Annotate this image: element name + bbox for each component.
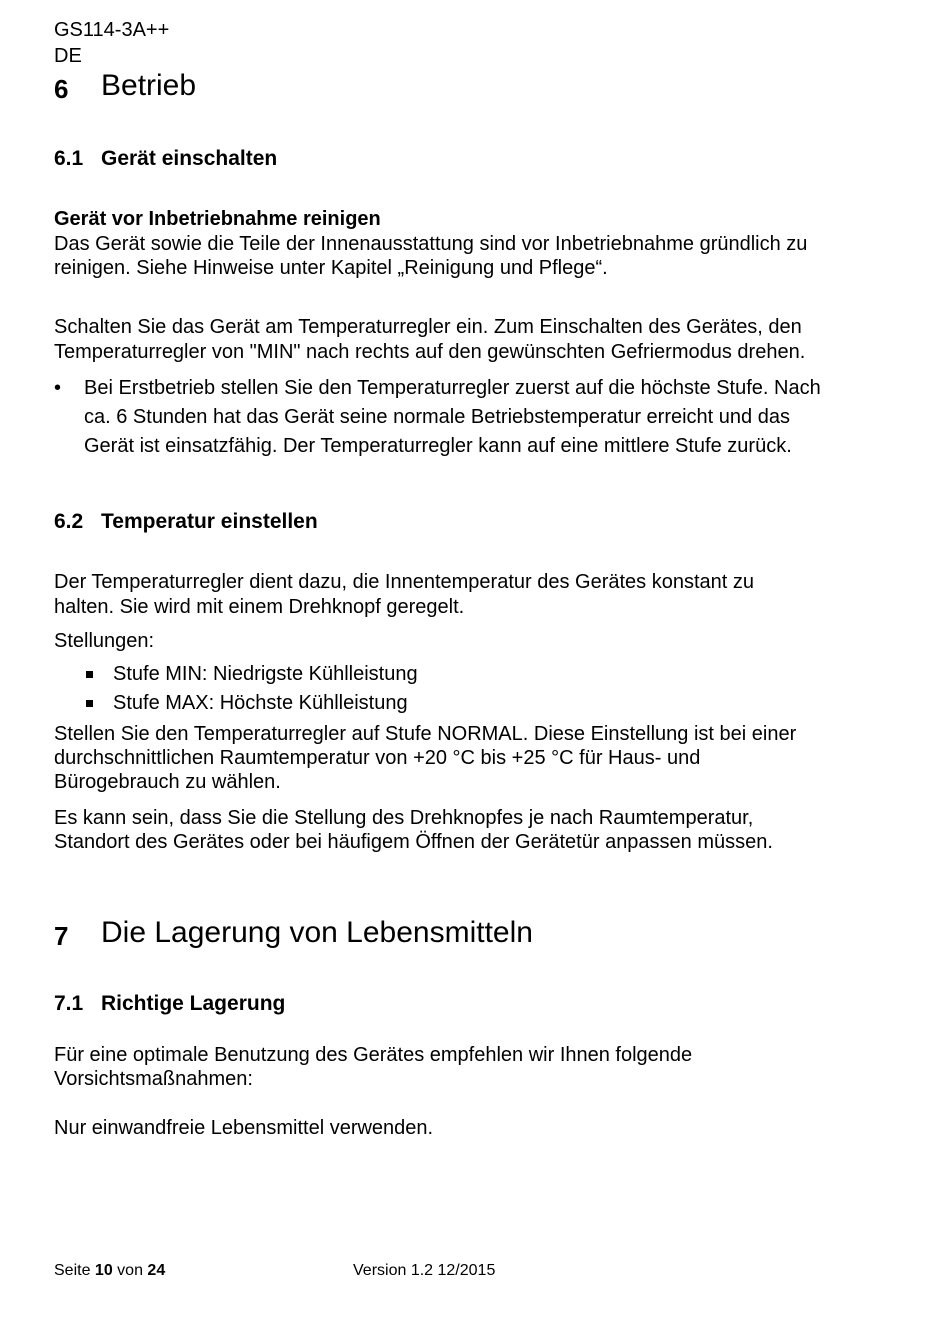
section-6-2-number: 6.2 (54, 510, 84, 533)
section-6-2-title: Temperatur einstellen (101, 510, 318, 533)
adjust-knob-line-2: Standort des Gerätes oder bei häufigem Öffnen der Gerätetür anpassen müssen. (54, 831, 773, 853)
switch-on-paragraph-line-2: Temperaturregler von "MIN" nach rechts auf den gewünschten Gefriermodus drehen. (54, 341, 806, 363)
positions-label: Stellungen: (54, 630, 155, 652)
section-7-1-title: Richtige Lagerung (101, 992, 286, 1015)
first-use-bullet-line-3: Gerät ist einsatzfähig. Der Temperaturregler kann auf eine mittlere Stufe zurück. (84, 435, 792, 457)
header-model: GS114-3A++ (54, 19, 170, 41)
page-prefix: Seite (54, 1262, 91, 1279)
normal-setting-line-1: Stellen Sie den Temperaturregler auf Stufe NORMAL. Diese Einstellung ist bei einer (54, 723, 797, 745)
page-current: 10 (94, 1262, 113, 1279)
cleaning-heading: Gerät vor Inbetriebnahme reinigen (54, 208, 381, 230)
section-7-title: Die Lagerung von Lebensmitteln (101, 916, 533, 949)
regulator-paragraph-line-2: halten. Sie wird mit einem Drehknopf geregelt. (54, 596, 465, 618)
storage-paragraph-2: Nur einwandfreie Lebensmittel verwenden. (54, 1117, 434, 1139)
square-bullet-icon (86, 671, 93, 678)
first-use-bullet (54, 374, 894, 464)
positions-list (54, 662, 894, 722)
section-6-title: Betrieb (101, 69, 197, 102)
first-use-bullet-line-1: Bei Erstbetrieb stellen Sie den Temperaturregler zuerst auf die höchste Stufe. Nach (84, 377, 821, 399)
version-info: Version 1.2 12/2015 (353, 1262, 496, 1279)
list-item: Stufe MAX: Höchste Kühlleistung (113, 692, 408, 714)
page-number (54, 1261, 165, 1281)
first-use-bullet-line-2: ca. 6 Stunden hat das Gerät seine normale Betriebstemperatur erreicht und das (84, 406, 790, 428)
page-total: 24 (147, 1262, 166, 1279)
list-item: Stufe MIN: Niedrigste Kühlleistung (113, 663, 418, 685)
normal-setting-line-2: durchschnittlichen Raumtemperatur von +20 °C bis +25 °C für Haus- und (54, 747, 701, 769)
section-7-1-number: 7.1 (54, 992, 84, 1015)
adjust-knob-line-1: Es kann sein, dass Sie die Stellung des Drehknopfes je nach Raumtemperatur, (54, 807, 754, 829)
section-6-1-title: Gerät einschalten (101, 147, 278, 170)
normal-setting-line-3: Bürogebrauch zu wählen. (54, 771, 281, 793)
cleaning-paragraph-line-2: reinigen. Siehe Hinweise unter Kapitel „Reinigung und Pflege“. (54, 257, 608, 279)
header-language: DE (54, 45, 82, 67)
square-bullet-icon (86, 700, 93, 707)
storage-paragraph-line-2: Vorsichtsmaßnahmen: (54, 1068, 253, 1090)
cleaning-paragraph-line-1: Das Gerät sowie die Teile der Innenausstattung sind vor Inbetriebnahme gründlich zu (54, 233, 808, 255)
section-6-number: 6 (54, 74, 69, 104)
switch-on-paragraph-line-1: Schalten Sie das Gerät am Temperaturregler ein. Zum Einschalten des Gerätes, den (54, 316, 802, 338)
bullet-icon: • (54, 377, 62, 399)
page-of: von (117, 1262, 143, 1279)
section-6-1-number: 6.1 (54, 147, 84, 170)
regulator-paragraph-line-1: Der Temperaturregler dient dazu, die Innentemperatur des Gerätes konstant zu (54, 571, 755, 593)
section-7-number: 7 (54, 921, 69, 951)
storage-paragraph-line-1: Für eine optimale Benutzung des Gerätes empfehlen wir Ihnen folgende (54, 1044, 693, 1066)
